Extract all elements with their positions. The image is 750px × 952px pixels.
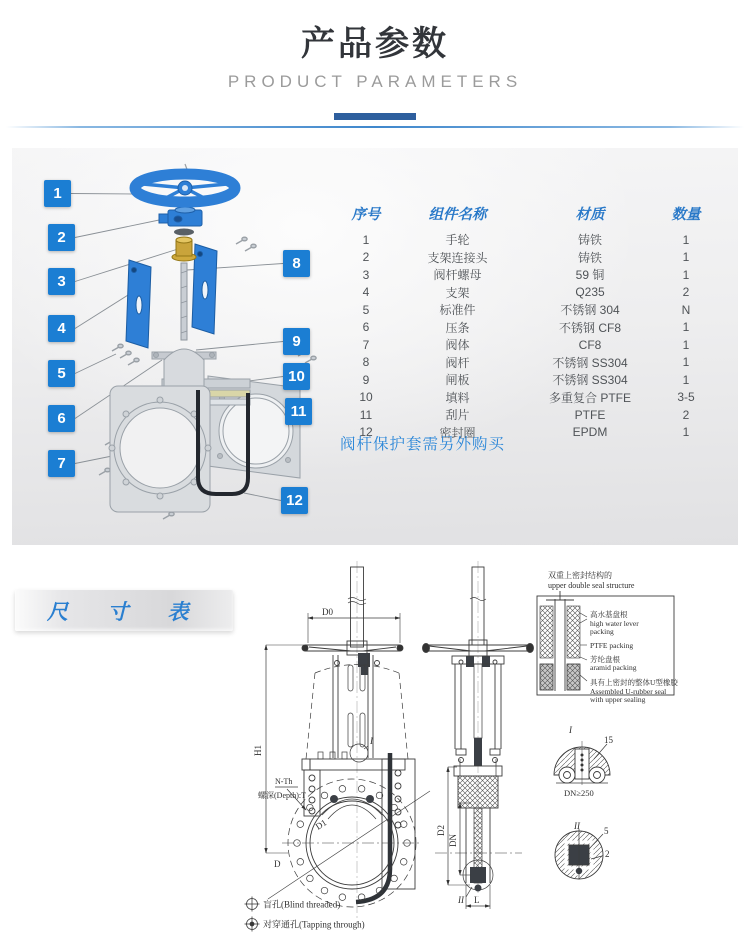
cell-material: 不锈钢 CF8 [558, 320, 621, 335]
dim-d: D [274, 859, 281, 869]
part-label-text: 4 [57, 320, 66, 337]
cell-name: 刮片 [445, 408, 470, 423]
cell-material: PTFE [574, 407, 606, 422]
cell-name: 支架连接头 [427, 250, 488, 265]
table-row [342, 389, 717, 407]
part-label-10 [283, 363, 310, 390]
header-divider-line [6, 126, 744, 128]
part-label-text: 6 [57, 410, 66, 427]
parts-table-header-row [342, 203, 717, 231]
exploded-view-panel [12, 148, 738, 545]
seal-label4-en1: Assembled U-rubber seal [590, 687, 667, 696]
cell-no: 10 [359, 390, 373, 405]
cell-no: 5 [362, 302, 370, 317]
cell-qty: 1 [682, 425, 690, 440]
cell-material: 59 铜 [575, 268, 605, 283]
washer [174, 229, 194, 236]
dim-n-th: N-Th [275, 777, 293, 786]
part-label-text: 1 [53, 185, 62, 202]
front-view [266, 561, 430, 923]
cell-qty: 1 [682, 337, 690, 352]
col-header-material: 材质 [575, 207, 605, 223]
table-row [342, 249, 717, 267]
detail-i-condition: DN≥250 [564, 788, 594, 798]
hole-legend [245, 897, 365, 932]
part-label-1 [44, 180, 71, 207]
cell-name: 密封圈 [439, 425, 476, 440]
part-label-5 [48, 360, 75, 387]
cell-material: 铸铁 [577, 233, 602, 248]
dim-h1: H1 [253, 745, 263, 756]
front-detail-ref: I [370, 736, 373, 746]
cell-no: 7 [362, 337, 370, 352]
dimension-table-title: 尺 寸 表 [47, 599, 206, 624]
seal-label2: PTFE packing [590, 641, 634, 650]
cell-name: 压条 [445, 320, 470, 335]
part-label-text: 7 [57, 455, 66, 472]
part-label-6 [48, 405, 75, 432]
seal-label3-en: aramid packing [590, 663, 637, 672]
side-view [423, 561, 534, 909]
cell-no: 1 [362, 232, 370, 247]
table-row [342, 319, 717, 337]
cell-qty: N [681, 302, 691, 317]
cell-qty: 1 [682, 355, 690, 370]
col-header-qty: 数量 [671, 207, 701, 223]
cell-no: 6 [362, 320, 370, 335]
part-label-text: 11 [290, 403, 307, 420]
cell-name: 阀体 [445, 338, 470, 353]
dim-l: L [474, 895, 480, 905]
dim-d0: D0 [322, 607, 333, 617]
cell-qty: 2 [682, 285, 690, 300]
support-brackets [126, 244, 217, 348]
col-header-name: 组件名称 [428, 207, 487, 223]
part-label-3 [48, 268, 75, 295]
part-label-2 [48, 224, 75, 251]
cell-material: Q235 [575, 285, 605, 300]
stem-nut [172, 237, 196, 261]
dimension-drawings [230, 553, 750, 952]
cell-name: 阀杆 [445, 355, 470, 370]
cell-qty: 1 [682, 372, 690, 387]
seal-label1-en2: packing [590, 627, 614, 636]
page-title: 产品参数 [301, 25, 449, 63]
part-label-text: 9 [292, 333, 301, 350]
detail-ii-ref: II [574, 821, 580, 831]
dim-d1: D1 [313, 817, 329, 832]
stem-cover-note: 阀杆保护套需另外购买 [340, 436, 506, 453]
dim-d2: D2 [436, 825, 446, 836]
page-subtitle: PRODUCT PARAMETERS [227, 72, 523, 91]
part-label-11 [285, 398, 312, 425]
bracket-connector [159, 207, 202, 226]
cell-material: 多重复合 PTFE [548, 390, 631, 405]
part-label-text: 5 [57, 365, 66, 382]
seal-structure-detail [537, 570, 678, 704]
part-label-9 [283, 328, 310, 355]
part-label-text: 8 [292, 255, 301, 272]
part-label-7 [48, 450, 75, 477]
cell-name: 标准件 [439, 303, 476, 318]
seal-title-en: upper double seal structure [548, 581, 635, 590]
cell-qty: 1 [682, 250, 690, 265]
part-label-12 [281, 487, 308, 514]
part-label-text: 3 [57, 273, 66, 290]
parts-table [342, 203, 717, 441]
table-row [342, 301, 717, 319]
col-header-no: 序号 [351, 207, 381, 223]
cell-name: 支架 [445, 285, 470, 300]
title-accent-bar [334, 113, 416, 120]
cell-material: 不锈钢 SS304 [552, 355, 628, 370]
seal-label4-en2: with upper sealing [590, 695, 646, 704]
handwheel [135, 164, 235, 204]
cell-material: CF8 [578, 337, 602, 352]
stem-rod [181, 263, 187, 340]
valve-body-front [109, 386, 211, 512]
part-label-text: 2 [57, 229, 66, 246]
part-label-8 [283, 250, 310, 277]
seal-label3-cn: 芳纶盘根 [590, 655, 620, 664]
cell-name: 阀杆螺母 [433, 268, 482, 283]
cell-no: 11 [359, 407, 373, 422]
table-row [342, 371, 717, 389]
part-label-text: 12 [286, 492, 303, 509]
detail-ii [555, 821, 610, 879]
part-label-4 [48, 315, 75, 342]
cell-qty: 3-5 [677, 390, 695, 405]
detail-i [554, 725, 614, 798]
seal-title-cn: 双重上密封结构的 [548, 571, 612, 580]
table-row [342, 406, 717, 424]
detail-i-dim: 15 [604, 735, 613, 745]
cell-no: 9 [362, 372, 370, 387]
table-row [342, 266, 717, 284]
page-header [0, 0, 750, 120]
cell-no: 2 [362, 250, 370, 265]
legend-tapping-through: 对穿通孔(Tapping through) [263, 919, 365, 930]
side-detail-ref: II [458, 895, 464, 905]
dim-depth: 螺深(Depth):T [258, 791, 306, 800]
dim-dn: DN [448, 834, 458, 847]
cell-name: 闸板 [445, 373, 470, 388]
legend-blind-threaded: 盲孔(Blind threaded) [263, 899, 341, 910]
table-row [342, 354, 717, 372]
cell-name: 填料 [445, 390, 470, 405]
cell-no: 3 [362, 267, 370, 282]
seal-label4-cn: 具有上密封的整体U型橡胶 [590, 678, 678, 687]
cell-material: 不锈钢 SS304 [552, 373, 628, 388]
table-row [342, 231, 717, 249]
cell-qty: 1 [682, 267, 690, 282]
cell-no: 8 [362, 355, 370, 370]
cell-material: EPDM [572, 425, 608, 440]
cell-qty: 1 [682, 320, 690, 335]
detail-i-ref: I [569, 725, 572, 735]
part-label-text: 10 [288, 368, 305, 385]
cell-material: 不锈钢 304 [560, 303, 620, 318]
table-row [342, 284, 717, 302]
table-row [342, 336, 717, 354]
seal-label1-cn: 高水基盘根 [590, 610, 628, 619]
cell-no: 12 [359, 425, 373, 440]
cell-no: 4 [362, 285, 370, 300]
seal-label1-en1: high water lever [590, 619, 639, 628]
cell-qty: 1 [682, 232, 690, 247]
cell-qty: 2 [682, 407, 690, 422]
dimension-table-ribbon [15, 590, 233, 631]
detail-ii-dim-bottom: 2 [605, 849, 610, 859]
cell-material: 铸铁 [577, 250, 602, 265]
cell-name: 手轮 [445, 233, 470, 248]
detail-ii-dim-top: 5 [604, 826, 609, 836]
